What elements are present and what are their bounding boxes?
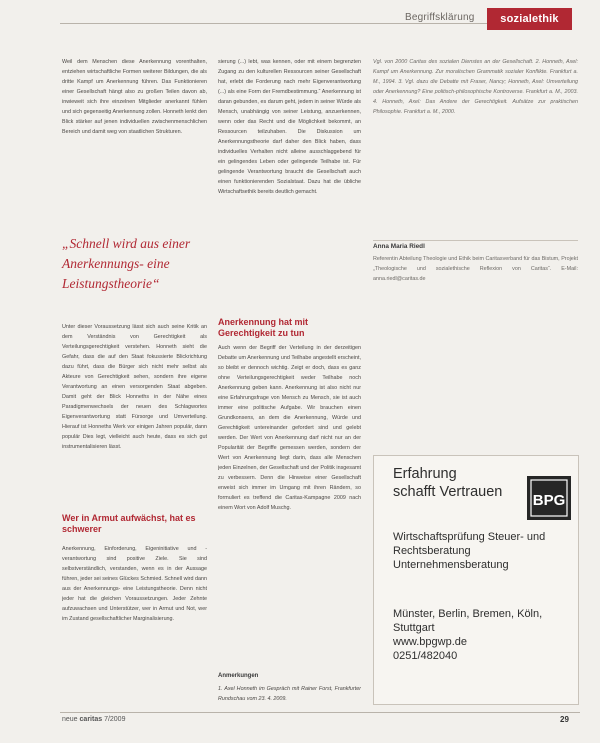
author-name: Anna Maria Riedl — [373, 243, 425, 250]
paragraph-text: Auch wenn der Begriff der Verteilung in der derzeitigen Debatte um Anerkennung und Teilhabe angestellt erscheint, so bleibt er dennoch wichtig. Zeigt er doch, dass es ganz ohne Verteilungsgerechtigkeit weder Teilhabe noch Anerkennung geben kann. Anerkennung ist also nicht nur eine Erfahrungsfrage von Mensch zu Mensch, sie ist auch immer eine politische Aufgabe. Wir brauchen einen Grundkonsens, an dem die Anerkennung, Würde und Gerechtigkeit untereinander gefordert sind und gelebt werden. Der Wert von Anerkennung darf nicht nur an der Popularität der Begriffe gemessen werden, sondern der Wert von Anerkennung liegt darin, dass alle Menschen jeden Einzelnen, der Gesellschaft und der Politik insgesamt zu verbessern. Denn die Hinweise einer Gesellschaft erweist sich immer im Umgang mit ihren Rändern, so formuliert es treffend die Caritas-Kampagne 2009 nach einem Wort von Adolf Muschg. — [218, 345, 361, 511]
note-text: Vgl. von 2000 Caritas des sozialen Dienstes an der Gesellschaft. 2. Honneth, Axel: Kampf um Anerkennung. Zur moralischen Grammatik sozialer Konflikte. Frankfurt a. M., 1994. 3. Vgl. dazu die Debatte mit Fraser, Nancy; Honneth, Axel: Umverteilung oder Anerkennung? Eine politisch-philosophische Kontroverse. Frankfurt a. M., 2003. 4. Honneth, Axel: Das Andere der Gerechtigkeit. Aufsätze zur praktischen Philosophie. Frankfurt a. M., 2000. — [373, 59, 578, 115]
footer-rule — [60, 712, 580, 713]
column2-middle-paragraph — [218, 343, 361, 653]
note-text: 1. Axel Honneth im Gespräch mit Rainer Forst, Frankfurter Rundschau vom 23. 4. 2009. — [218, 686, 361, 702]
magazine-name: caritas — [79, 716, 103, 723]
magazine-credit — [62, 716, 125, 723]
column1-bottom-paragraph — [62, 544, 207, 694]
ad-website-link[interactable]: www.bpgwp.de — [393, 636, 467, 648]
author-bio — [373, 254, 578, 304]
subheading-justice: Anerkennung hat mit Gerechtigkeit zu tun — [218, 317, 309, 338]
ad-phone: 0251/482040 — [393, 650, 458, 662]
pull-quote: „Schnell wird aus einer Anerkennungs- eine Leistungstheorie“ — [62, 236, 191, 291]
ad-headline-line2: schafft Vertrauen — [393, 484, 503, 500]
ad-cities: Münster, Berlin, Bremen, Köln, Stuttgart — [393, 608, 543, 634]
notes-first-entry — [218, 684, 361, 704]
column2-top-paragraph — [218, 57, 361, 297]
paragraph-text: Anerkennung, Einforderung, Eigeninitiative und -verantwortung sind positive Ziele. Sie sind selbstverständlich, verstanden, wenn es in der Aussage führen, jeder sei seines Glückes Schmied. Schnell wird dann aus der Anerkennungs- eine Leistungstheorie. Denn nicht jeder hat die gleichen Voraussetzungen. Jeder Zehnte aufzuwachsen und Unterstützer, wer in Armut und Not, wer im Zustand gesellschaftlicher Marginalisierung. — [62, 546, 207, 622]
svg-text:BPG: BPG — [532, 492, 566, 509]
section-badge: sozialethik — [487, 8, 572, 30]
notes-heading: Anmerkungen — [218, 673, 259, 679]
bio-text: Referentin Abteilung Theologie und Ethik beim Caritasverband für das Bistum, Projekt „Theologische und sozialethische Reflexion von Caritas“. E-Mail: anna.riedl@caritas.de — [373, 256, 578, 282]
paragraph-text: Weil dem Menschen diese Anerkennung vorenthalten, entziehen wirtschaftliche Formen weiterer Bildungen, die als dritte Kampf um Anerkennung führen. Das Funktionieren einer Gesellschaft hängt also zu großen Teilen davon ab, inwieweit sich ihre einzelnen Mitglieder anerkannt fühlen und sich gegenseitig Anerkennung zollen. Honneth lenkt den Blick stärker auf jenen individuellen zwischenmenschlichen Bereich und damit weg von staatlichen Strukturen. — [62, 59, 207, 135]
footnotes-list — [373, 57, 578, 227]
issue-number: 7/2009 — [104, 716, 126, 723]
paragraph-text: sierung (...) lebt, was kennen, oder mit einem begrenzten Zugang zu den kulturellen Ressourcen seiner Gesellschaft hat, erlebt die Forderung nach mehr Eigenverantwortung (...) als eine Form der Fremdbestimmung.“ Anerkennung ist daran gebunden, es darum geht, jedem in seiner Würde als Mensch, unabhängig von seiner Leistung, anzuerkennen, wenn oder das Recht und die Möglichkeit bekommt, an Ressourcen teilzuhaben. Die Diskussion um Anerkennungstheorie darf daher den Blick haben, dass individuelles Verhalten nicht alleine ausschlaggebend für ein gelingendes Leben oder gelingende Teilhabe ist. Für gelingende Verantwortung braucht die Gesellschaft auch einen funktionierenden Sozialstaat. Dazu hat die übliche Wirtschaftsethik bereits deutlich gemacht. — [218, 59, 361, 195]
author-divider — [373, 240, 578, 241]
column1-top-paragraph — [62, 57, 207, 197]
column1-middle-paragraph — [62, 322, 207, 487]
ad-services: Wirtschaftsprüfung Steuer- und Rechtsberatung Unternehmensberatung — [393, 531, 546, 571]
magazine-prefix: neue — [62, 716, 78, 723]
ad-contact — [393, 607, 573, 663]
ad-headline-line1: Erfahrung — [393, 466, 457, 482]
subheading-poverty: Wer in Armut aufwächst, hat es schwerer — [62, 513, 196, 534]
page-number: 29 — [560, 715, 569, 724]
section-title: Begriffsklärung — [405, 12, 475, 23]
ad-headline — [393, 465, 573, 501]
header-rule — [60, 23, 530, 24]
paragraph-text: Unter dieser Voraussetzung lässt sich auch seine Kritik an dem Verständnis von Gerechtigkeit als Verteilungsgerechtigkeit verstehen. Honneth sieht die Gefahr, dass die auf den Staat fokussierte Blickrichtung dazu führt, dass die Bürger sich nicht mehr selbst als Akteure von Gerechtigkeit sehen, sondern ihre eigene Verantwortung an einen versorgenden Staat abgeben. Damit geht der Blick Honneths in der Nähe eines Paradigmenwechsels der neuen des Schlagwortes Eigenverantwortung statt Fürsorge und Umverteilung. Hierauf ist Honneths Werk vor einigen Jahren populär, dann populär Dies legt, vielleicht auch heute, dass es sich gut instrumentalisieren lässt. — [62, 324, 207, 450]
